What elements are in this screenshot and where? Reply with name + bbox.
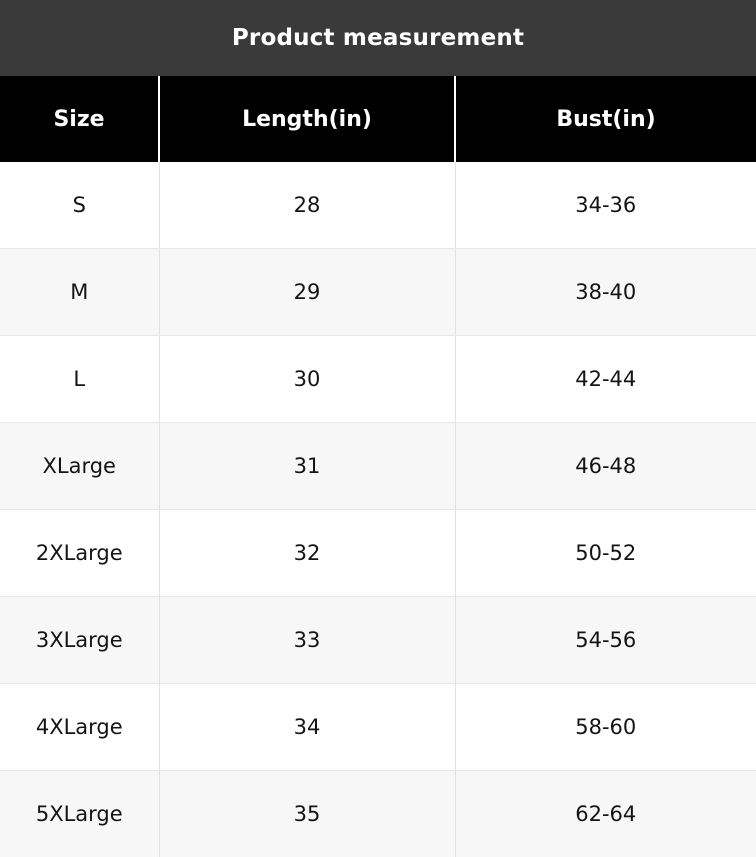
cell-length: 29 [159, 249, 455, 336]
table-title: Product measurement [0, 0, 756, 76]
cell-bust: 50-52 [455, 510, 756, 597]
table-row [0, 771, 756, 857]
table-row [0, 162, 756, 249]
table-body [0, 162, 756, 857]
column-header-size: Size [0, 76, 159, 162]
cell-size: L [0, 336, 159, 423]
cell-length: 31 [159, 423, 455, 510]
table-row [0, 336, 756, 423]
table-row [0, 423, 756, 510]
cell-bust: 34-36 [455, 162, 756, 249]
cell-size: S [0, 162, 159, 249]
cell-bust: 54-56 [455, 597, 756, 684]
cell-bust: 46-48 [455, 423, 756, 510]
cell-size: 5XLarge [0, 771, 159, 857]
cell-bust: 62-64 [455, 771, 756, 857]
table-row [0, 249, 756, 336]
table-title-row [0, 0, 756, 76]
cell-length: 32 [159, 510, 455, 597]
column-header-length: Length(in) [159, 76, 455, 162]
cell-length: 34 [159, 684, 455, 771]
cell-size: 2XLarge [0, 510, 159, 597]
cell-bust: 38-40 [455, 249, 756, 336]
cell-length: 35 [159, 771, 455, 857]
cell-size: M [0, 249, 159, 336]
cell-length: 33 [159, 597, 455, 684]
cell-bust: 42-44 [455, 336, 756, 423]
cell-size: XLarge [0, 423, 159, 510]
table-header-row [0, 76, 756, 162]
cell-length: 30 [159, 336, 455, 423]
cell-size: 4XLarge [0, 684, 159, 771]
column-header-bust: Bust(in) [455, 76, 756, 162]
table-row [0, 510, 756, 597]
table-row [0, 684, 756, 771]
cell-size: 3XLarge [0, 597, 159, 684]
cell-length: 28 [159, 162, 455, 249]
table-row [0, 597, 756, 684]
cell-bust: 58-60 [455, 684, 756, 771]
